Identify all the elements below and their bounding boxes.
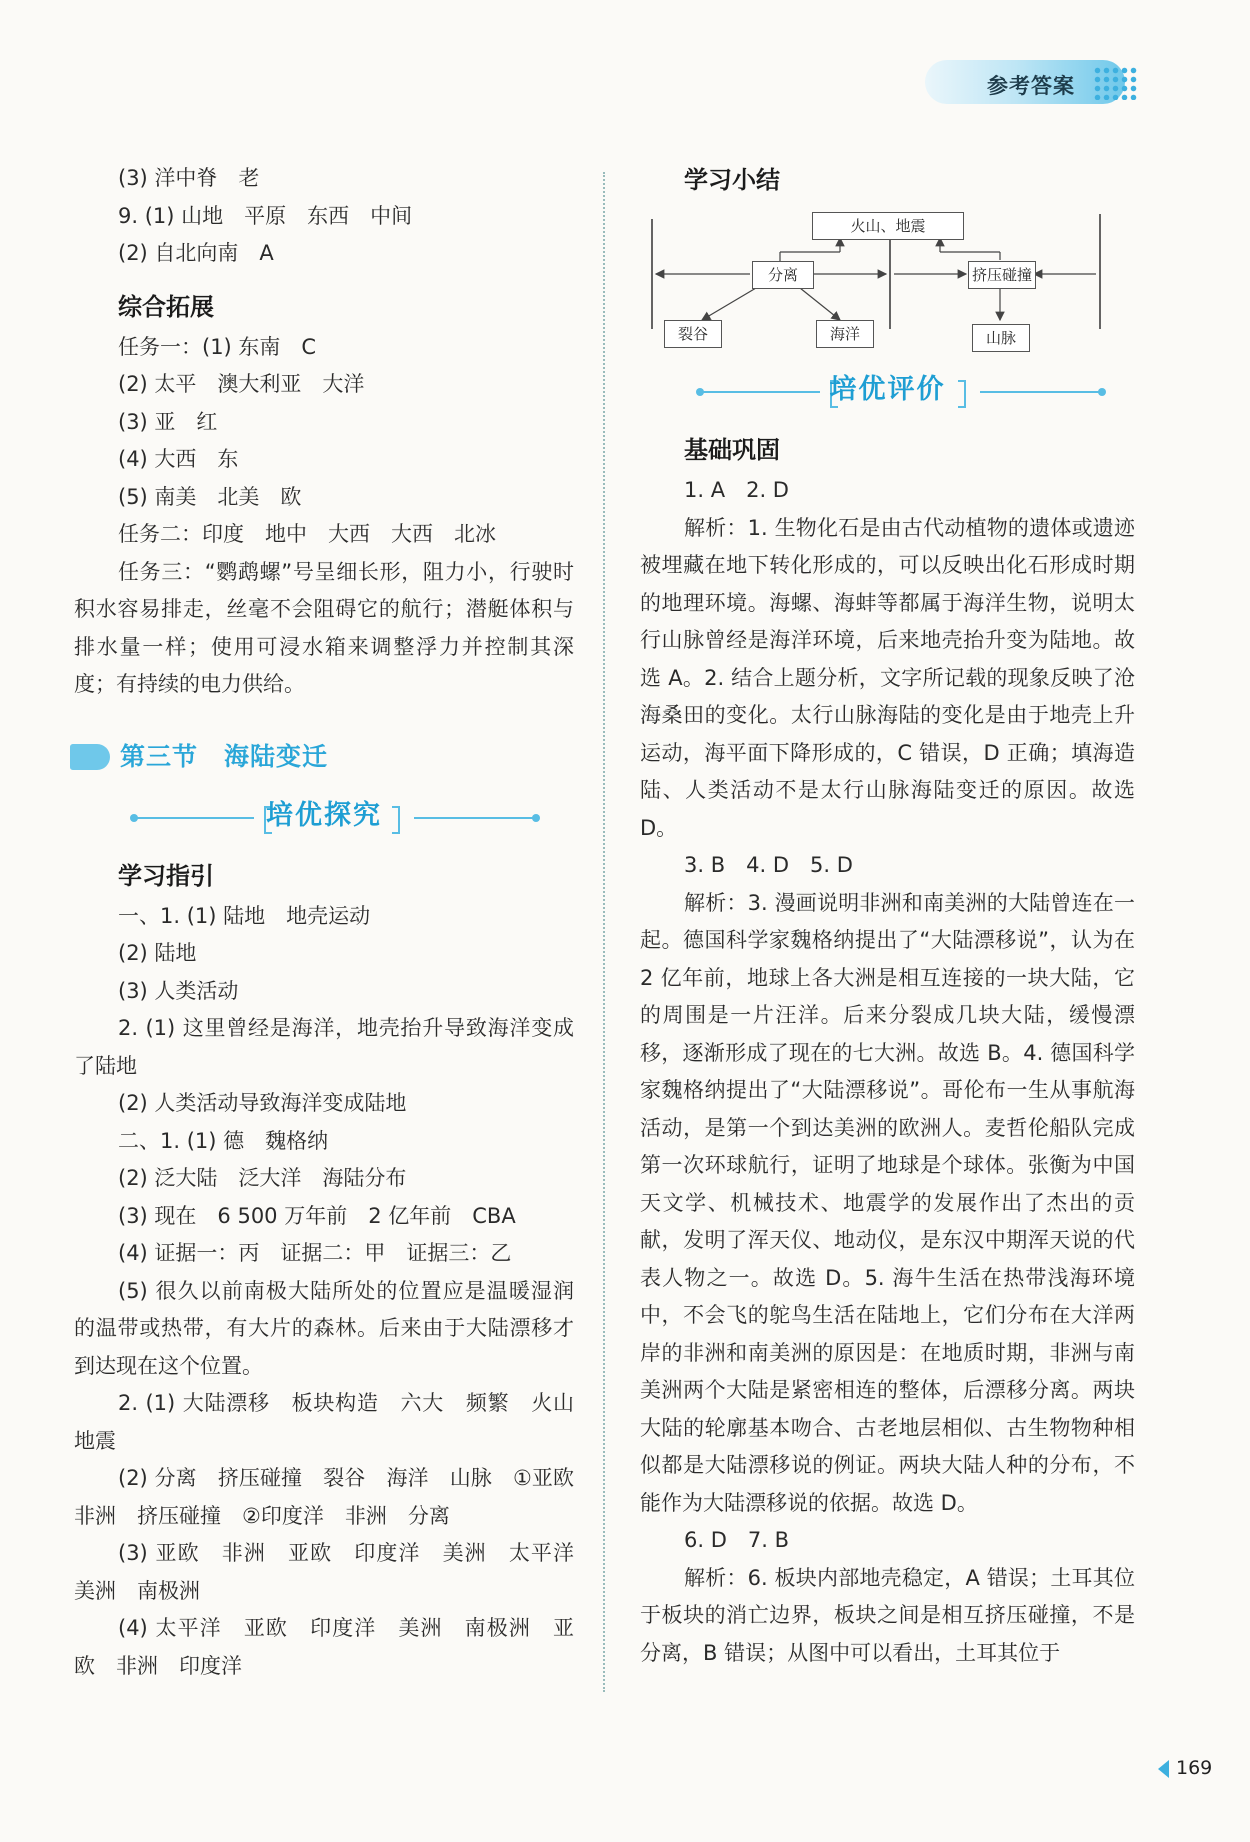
answer-line: (2) 太平 澳大利亚 大洋 [118,372,365,396]
section-heading-extension: 综合拓展 [118,292,214,321]
answer-line: 二、1. (1) 德 魏格纳 [118,1128,329,1153]
answer-paragraph: (5) 很久以前南极大陆所处的位置应是温暖湿润的温带或热带，有大片的森林。后来由于大陆漂移才到达现在这个位置。 [74,1278,574,1378]
chapter-title [70,734,574,780]
banner-bracket [958,380,966,408]
diagram-box-volcano: 火山、地震 [812,212,964,240]
right-column [640,160,1135,1672]
answer-line: (3) 亚 红 [118,409,218,434]
banner-line [980,391,1100,393]
banner-text: 培优探究 [266,799,382,831]
answer-paragraph: 2. (1) 这里曾经是海洋，地壳抬升导致海洋变成了陆地 [74,1016,574,1078]
banner-line [414,817,534,819]
chapter-title-bar [70,744,110,770]
chapter-title-text: 第三节 海陆变迁 [120,741,329,771]
diagram-box-separate: 分离 [752,261,814,289]
page-number-arrow-icon [1158,1760,1169,1778]
answer-line: (5) 南美 北美 欧 [118,484,302,509]
plate-diagram [640,204,1110,354]
answer-line: (4) 证据一：丙 证据二：甲 证据三：乙 [118,1241,512,1265]
answer-paragraph: (4) 太平洋 亚欧 印度洋 美洲 南极洲 亚欧 非洲 印度洋 [74,1616,574,1678]
answer-line: (4) 大西 东 [118,447,239,471]
diagram-box-rift: 裂谷 [664,320,722,348]
answer-line: 一、1. (1) 陆地 地壳运动 [118,903,371,928]
answer-line: (2) 人类活动导致海洋变成陆地 [118,1091,407,1115]
page-number-text: 169 [1176,1757,1213,1779]
answer-line: (2) 自北向南 A [118,241,274,265]
diagram-box-collide: 挤压碰撞 [968,261,1036,289]
diagram-box-mountain: 山脉 [972,324,1030,352]
answer-line: (2) 陆地 [118,941,197,965]
answer-paragraph: (2) 分离 挤压碰撞 裂谷 海洋 山脉 ①亚欧 非洲 挤压碰撞 ②印度洋 非洲 分离 [74,1466,595,1528]
answer-paragraph: 任务三：“鹦鹉螺”号呈细长形，阻力小，行驶时积水容易排走，丝毫不会阻碍它的航行；潜艇体积与排水量一样；使用可浸水箱来调整浮力并控制其深度；有持续的电力供给。 [74,559,574,696]
answer-tag [925,60,1135,106]
answer-line: (2) 泛大陆 泛大洋 海陆分布 [118,1166,407,1190]
section-heading-basics: 基础巩固 [684,436,780,464]
banner-text: 培优评价 [829,374,946,405]
answer-paragraph: (3) 亚欧 非洲 亚欧 印度洋 美洲 太平洋 美洲 南极洲 [74,1541,595,1603]
column-divider [603,172,605,1692]
answer-line: 6. D 7. B [684,1528,789,1552]
banner-evaluate [640,366,1135,416]
section-heading-guide: 学习指引 [118,861,214,890]
answer-line: 任务二：印度 地中 大西 大西 北冰 [118,522,496,546]
explanation-paragraph: 解析：1. 生物化石是由古代动植物的遗体或遗迹被埋藏在地下转化形成的，可以反映出化石形成时期的地理环境。海螺、海蚌等都属于海洋生物，说明太行山脉曾经是海洋环境，后来地壳抬升变为陆地。故选 A。2. 结合上题分析，文字所记载的现象反映了沧海桑田的变化。太行山脉海陆的变化是由于地壳上升运动，海平面下降形成的，C 错误，D 正确；填海造陆、人类活动不是太行山脉海陆变迁的原因。故选 D。 [640,515,1135,840]
answer-line: 1. A 2. D [684,478,789,502]
banner-dot [532,814,540,822]
answer-line: (3) 现在 6 500 万年前 2 亿年前 CBA [118,1203,516,1228]
banner-explore [74,792,574,842]
banner-dot [1098,388,1106,396]
answer-line: 任务一：(1) 东南 C [118,334,317,359]
banner-bracket [392,806,400,834]
answer-line: (3) 人类活动 [118,978,239,1003]
decorative-dots [1093,66,1137,100]
diagram-box-ocean: 海洋 [816,320,874,348]
answer-tag-label: 参考答案 [987,74,1075,98]
page-number [1176,1757,1212,1779]
answer-line: 3. B 4. D 5. D [684,853,853,877]
answer-line: 9. (1) 山地 平原 东西 中间 [118,203,413,228]
explanation-paragraph: 解析：6. 板块内部地壳稳定，A 错误；土耳其位于板块的消亡边界，板块之间是相互挤压碰撞，不是分离，B 错误；从图中可以看出，土耳其位于 [640,1565,1135,1665]
section-heading-summary: 学习小结 [684,166,780,194]
answer-line: (3) 洋中脊 老 [118,166,260,190]
explanation-paragraph: 解析：3. 漫画说明非洲和南美洲的大陆曾连在一起。德国科学家魏格纳提出了“大陆漂移说”，认为在 2 亿年前，地球上各大洲是相互连接的一块大陆，它的周围是一片汪洋。后来分裂成几块大陆，缓慢漂移，逐渐形成了现在的七大洲。故选 B。4. 德国科学家魏格纳提出了“大陆漂移说”。哥伦布一生从事航海活动，是第一个到达美洲的欧洲人。麦哲伦船队完成第一次环球航行，证明了地球是个球体。张衡为中国天文学、机械技术、地震学的发展作出了杰出的贡献，发明了浑天仪、地动仪，是东汉中期浑天说的代表人物之一。故选 D。5. 海牛生活在热带浅海环境中，不会飞的鸵鸟生活在陆地上，它们分布在大洋两岸的非洲和南美洲的原因是：在地质时期，非洲与南美洲两个大陆是紧密相连的整体，后漂移分离。两块大陆的轮廓基本吻合、古老地层相似、古生物物种相似都是大陆漂移说的例证。两块大陆人种的分布，不能作为大陆漂移说的依据。故选 D。 [640,890,1135,1515]
answer-paragraph: 2. (1) 大陆漂移 板块构造 六大 频繁 火山 地震 [74,1391,595,1453]
left-column [74,160,595,1685]
